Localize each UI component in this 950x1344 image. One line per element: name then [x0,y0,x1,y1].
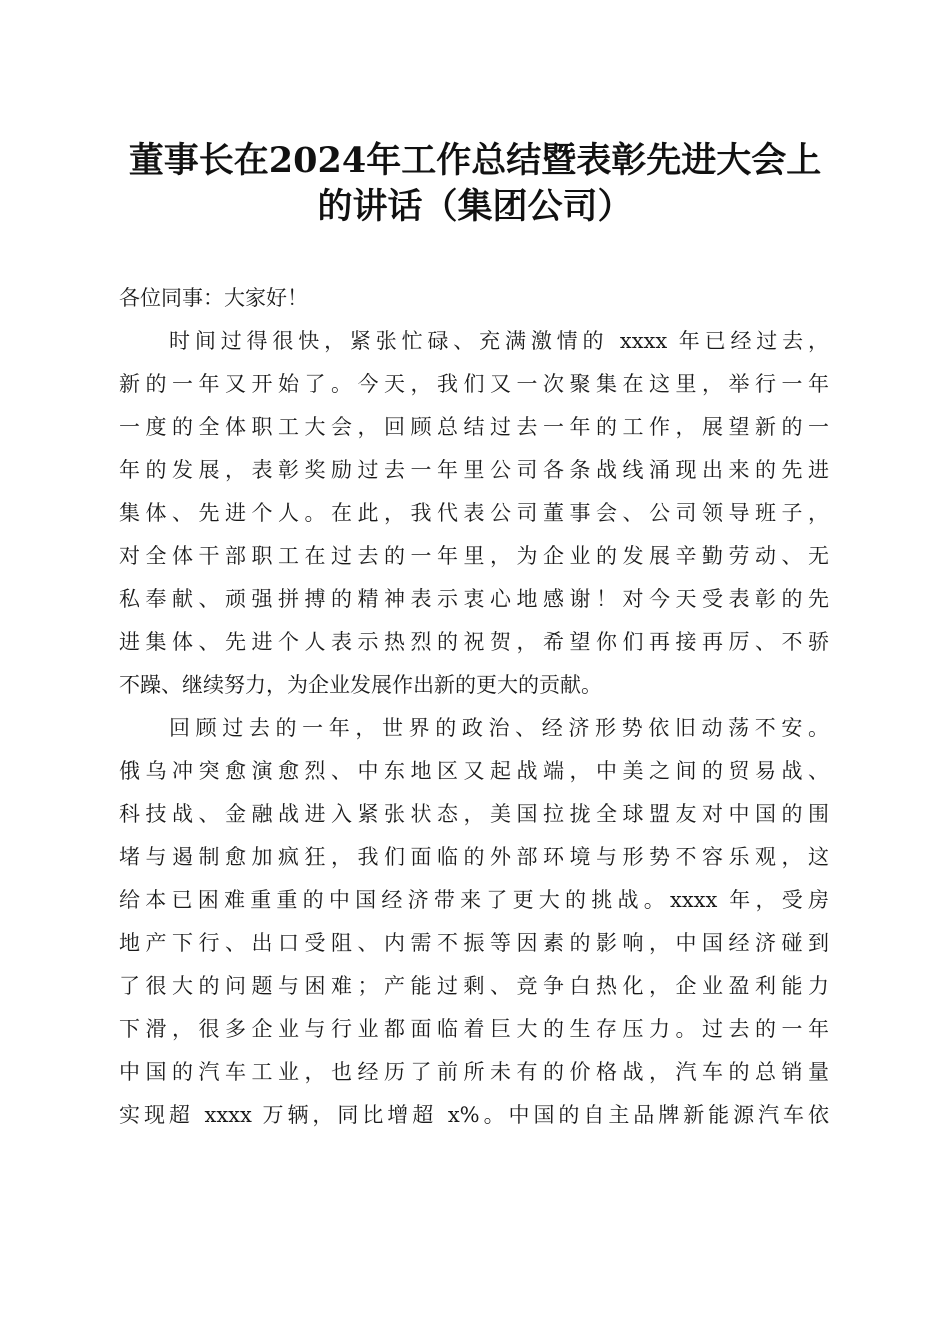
paragraph-line: 下滑，很多企业与行业都面临着巨大的生存压力。过去的一年 [119,1017,829,1041]
paragraph-2 [119,707,829,1137]
document-body [119,277,829,1137]
paragraph-line: 俄乌冲突愈演愈烈、中东地区又起战端，中美之间的贸易战、 [119,759,829,783]
paragraph-line: 给本已困难重重的中国经济带来了更大的挑战。xxxx 年，受房 [119,888,829,912]
paragraph-line: 中国的汽车工业，也经历了前所未有的价格战，汽车的总销量 [119,1060,829,1084]
paragraph-line: 私奉献、顽强拼搏的精神表示衷心地感谢！对今天受表彰的先 [119,587,829,611]
paragraph-line: 时间过得很快，紧张忙碌、充满激情的 xxxx 年已经过去， [169,329,829,353]
paragraph-line: 科技战、金融战进入紧张状态，美国拉拢全球盟友对中国的围 [119,802,829,826]
paragraph-line: 新的一年又开始了。今天，我们又一次聚集在这里，举行一年 [119,372,829,396]
paragraph-line: 一度的全体职工大会，回顾总结过去一年的工作，展望新的一 [119,415,829,439]
paragraph-line: 年的发展，表彰奖励过去一年里公司各条战线涌现出来的先进 [119,458,829,482]
paragraph-line: 地产下行、出口受阻、内需不振等因素的影响，中国经济碰到 [119,931,829,955]
title-line-1: 董事长在2024年工作总结暨表彰先进大会上 [128,140,822,181]
paragraph-line: 堵与遏制愈加疯狂，我们面临的外部环境与形势不容乐观，这 [119,845,829,869]
paragraph-line: 不躁、继续努力，为企业发展作出新的更大的贡献。 [119,673,602,697]
paragraph-1 [119,320,829,707]
paragraph-line: 进集体、先进个人表示热烈的祝贺，希望你们再接再厉、不骄 [119,630,829,654]
greeting: 各位同事：大家好！ [119,286,308,310]
document-title [118,138,832,230]
paragraph-line: 回顾过去的一年，世界的政治、经济形势依旧动荡不安。 [169,716,829,740]
paragraph-line: 实现超 xxxx 万辆，同比增超 x%。中国的自主品牌新能源汽车依 [119,1103,829,1127]
title-line-2: 的讲话（集团公司） [317,186,633,227]
paragraph-line: 了很大的问题与困难；产能过剩、竞争白热化，企业盈利能力 [119,974,829,998]
paragraph-line: 集体、先进个人。在此，我代表公司董事会、公司领导班子， [119,501,829,525]
paragraph-line: 对全体干部职工在过去的一年里，为企业的发展辛勤劳动、无 [119,544,829,568]
